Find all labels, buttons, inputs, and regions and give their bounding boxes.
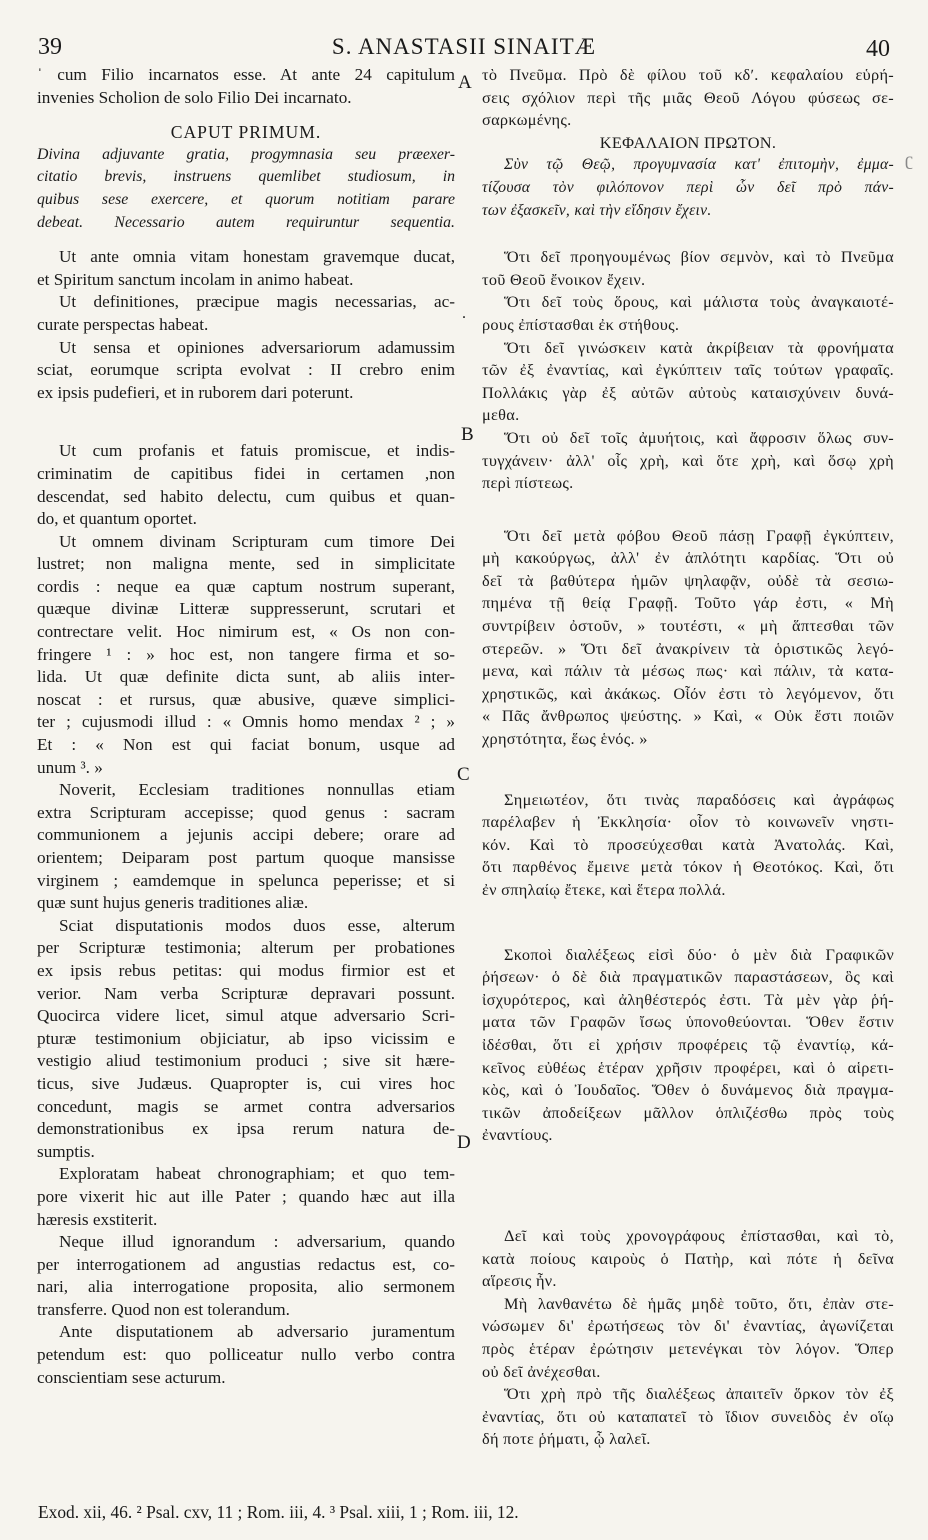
text-line: αἵρεσις ἦν.: [482, 1271, 557, 1291]
latin-paragraph-6: [37, 779, 455, 915]
margin-stain: ʗ: [905, 149, 913, 169]
text-line: τὸ Πνεῦμα. Πρὸ δὲ φίλου τοῦ κδʹ. κεφαλαίου εὑρή-: [482, 65, 894, 84]
text-line: fringere ¹ : » hoc est, non tangere firma et so-: [37, 644, 455, 664]
text-line: Ut sensa et opiniones adversariorum adamussim: [59, 337, 455, 357]
text-line: quæque divinæ Litteræ suppresserunt, scrutari et: [37, 599, 455, 619]
text-line: Ut ante omnia vitam honestam gravemque ducat,: [59, 247, 455, 267]
greek-paragraph-3: [482, 337, 894, 427]
footnotes: Exod. xii, 46. ² Psal. cxv, 11 ; Rom. iii, 4. ³ Psal. xiii, 1 ; Rom. iii, 12.: [38, 1502, 519, 1522]
text-line: per Scripturæ testimonia; alterum per probationes: [37, 938, 455, 958]
text-line: descendat, sed habito delectu, cum quibus et quan-: [37, 486, 455, 506]
text-line: μενα, καὶ πάλιν τὰ μέσως πως· καὶ πάλιν, τὰ κατα-: [482, 661, 894, 681]
running-title: S. ANASTASII SINAITÆ: [331, 34, 597, 59]
text-line: orientem; Deiparam post partum quoque mansisse: [37, 848, 455, 867]
text-line: χρηστικῶς, καὶ ἀκάκως. Οἷόν ἐστι τὸ λεγόμενον, ὅτι: [482, 683, 894, 703]
text-line: quibus sese exercere, et quorum notitiam parare: [37, 190, 455, 208]
text-line: lustret; non maligna mente, sed in simplicitate: [37, 554, 455, 574]
text-line: Divina adjuvante gratia, progymnasia seu præexer-: [37, 145, 455, 163]
text-line: nari, alia interrogatione proposita, alio sermonem: [37, 1277, 455, 1297]
text-line: cordis : neque ea quæ captum nostrum superant,: [37, 576, 455, 596]
text-line: δεῖ τὰ βαθύτερα ἡμῶν ψηλαφᾷν, οὐδὲ τὰ σεσιω-: [482, 570, 894, 590]
text-line: verior. Nam verba Scripturæ depravari possunt.: [37, 983, 455, 1003]
text-line: ὅτι παρθένος ἔμεινε μετὰ τόκον ἡ Θεοτόκος. Καὶ, ὅτι: [482, 857, 894, 877]
text-line: vestigio aliud testimonium produci ; sive sit hære-: [37, 1051, 455, 1071]
text-line: Ut definitiones, præcipue magis necessarias, ac-: [59, 292, 455, 312]
latin-paragraph-4: [37, 440, 455, 530]
text-line: Ὅτι δεῖ τοὺς ὅρους, καὶ μάλιστα τοὺς ἀναγκαιοτέ-: [504, 292, 894, 312]
latin-heading: [37, 121, 455, 144]
text-line: conscientiam sese acturum.: [37, 1367, 226, 1387]
text-line: ˈ cum Filio incarnatos esse. At ante 24 capitulum: [37, 65, 455, 84]
text-line: Ut omnem divinam Scripturam cum timore Dei: [59, 531, 455, 551]
latin-paragraph-8: [37, 1163, 455, 1231]
text-line: Neque illud ignorandum : adversarium, quando: [59, 1232, 455, 1252]
margin-marker-b: B: [461, 424, 474, 445]
text-line: lida. Ut quæ definite dicta sunt, ab aliis inter-: [37, 667, 455, 687]
text-line: κόν. Καὶ τὸ προσεύχεσθαι κατὰ Ἀνατολάς. Καὶ,: [482, 834, 894, 854]
latin-paragraph-10: [37, 1321, 455, 1389]
page-number-right: 40: [866, 36, 890, 62]
text-line: curate perspectas habeat.: [37, 314, 209, 334]
text-line: Ut cum profanis et fatuis promiscue, et indis-: [59, 441, 455, 461]
text-line: invenies Scholion de solo Filio Dei incarnato.: [37, 87, 352, 107]
text-line: Πολλάκις γὰρ ἐξ αὐτῶν αὐτοὺς καταισχύνειν δυνά-: [482, 382, 894, 402]
text-line: χρηστότητα, ἕως ἑνός. »: [482, 729, 648, 749]
text-line: sumptis.: [37, 1141, 95, 1161]
text-line: quæ sunt hujus generis traditiones aliæ.: [37, 893, 309, 913]
text-line: πημένα τῇ θείᾳ Γραφῇ. Τοῦτο γάρ ἐστι, « Μὴ: [482, 593, 894, 613]
text-line: πρὸς ἑτέραν ἐρώτησιν μετενέγκαι τὸν λόγον. Ὅπερ: [482, 1338, 894, 1358]
text-line: ticus, sive Judæus. Quapropter is, cui vires hoc: [37, 1073, 455, 1093]
text-line: μεθα.: [482, 405, 520, 425]
text-line: παρέλαβεν ἡ Ἐκκλησία· οἷον τὸ κοινωνεῖν νηστι-: [482, 812, 894, 832]
latin-summary: [37, 144, 455, 234]
text-line: demonstrationibus ex ipsa rerum natura de-: [37, 1119, 455, 1139]
text-line: κεῖνος εὐθέως ἑτέραν χρῆσιν προφέρει, καὶ ὁ αἱρετι-: [482, 1057, 894, 1077]
text-line: δή ποτε ῥήματι, ᾧ λαλεῖ.: [482, 1429, 651, 1449]
text-line: Ὅτι οὐ δεῖ τοῖς ἀμυήτοις, καὶ ἄφροσιν ὅλως συν-: [504, 427, 894, 447]
latin-paragraph-3: [37, 337, 455, 405]
text-line: μὴ κακούργως, ἀλλ' ἐν ἁπλότητι καρδίας. Ὅτι οὐ: [482, 548, 894, 568]
chapter-heading: CAPUT PRIMUM.: [170, 122, 322, 143]
text-line: ματα τῶν Γραφῶν ἴσως ὑπονοθεύονται. Ὅθεν ἔστιν: [482, 1012, 894, 1032]
text-line: debeat. Necessario autem requiruntur sequentia.: [37, 213, 455, 231]
text-line: των ἐξασκεῖν, καὶ τὴν εἴδησιν ἔχειν.: [482, 201, 712, 219]
text-line: Μὴ λανθανέτω δὲ ἡμᾶς μηδὲ τοῦτο, ὅτι, ἐπὰν στε-: [504, 1293, 894, 1313]
text-line: extra Scripturam accepisse; quod genus : sacram: [37, 802, 455, 822]
latin-paragraph-2: [37, 291, 455, 336]
text-line: « Πᾶς ἄνθρωπος ψεύστης. » Καὶ, « Οὐκ ἔστι ποιῶν: [482, 706, 894, 726]
margin-marker-d: D: [457, 1132, 471, 1153]
latin-paragraph-5: [37, 531, 455, 780]
text-line: οὐ δεῖ ἀνέχεσθαι.: [482, 1361, 601, 1381]
latin-paragraph-9: [37, 1231, 455, 1321]
latin-column: [37, 64, 455, 1389]
text-line: sciat, eorumque scripta evolvat : II crebro enim: [37, 360, 455, 380]
text-line: ἰσχυρότερος, καὶ ἀληθέστερός ἐστι. Τὰ μὲν γὰρ ῥή-: [482, 989, 894, 1009]
text-line: ter ; cujusmodi illud : « Omnis homo mendax ² ; »: [37, 712, 455, 732]
text-line: τίζουσα τὸν φιλόπονον περὶ ὧν δεῖ πρὸ πάν-: [482, 178, 894, 196]
text-line: pore vixerit hic aut ille Pater ; quando hæc aut illa: [37, 1186, 455, 1206]
page-number-left: 39: [38, 34, 62, 60]
text-line: κὸς, καὶ ὁ Ἰουδαῖος. Ὅθεν ὁ δυνάμενος διὰ πραγμα-: [482, 1080, 894, 1100]
text-line: ex ipsis rebus petitas: qui modus firmior est et: [37, 960, 455, 980]
text-line: ἐν σπηλαίῳ ἔτεκε, καὶ ἕτερα πολλά.: [482, 880, 726, 899]
text-line: unum ³. »: [37, 757, 103, 777]
greek-intro: [482, 64, 894, 132]
text-line: communionem a jejunis accipi debere; orare ad: [37, 825, 455, 845]
greek-paragraph-10: [482, 1383, 894, 1451]
text-line: Et : « Non est qui faciat bonum, usque ad: [37, 735, 455, 755]
text-line: σεις σχόλιον περὶ τῆς μιᾶς Θεοῦ Λόγου φύσεως σε-: [482, 87, 894, 107]
text-line: Ὅτι χρὴ πρὸ τῆς διαλέξεως ἀπαιτεῖν ὅρκον τὸν ἐξ: [504, 1384, 894, 1404]
text-line: criminatim de capitibus fidei in certamen ,non: [37, 463, 455, 483]
text-line: ἰδέσθαι, ὅτι εἰ χρήσιν προφέρεις τῷ ἐναντίῳ, κά-: [482, 1034, 894, 1054]
greek-paragraph-9: [482, 1293, 894, 1383]
greek-paragraph-5: [482, 525, 894, 751]
text-line: Sciat disputationis modos duos esse, alterum: [59, 915, 455, 935]
text-line: κατὰ ποίους καιροὺς ὁ Πατὴρ, καὶ πότε ἡ δεῖνα: [482, 1248, 894, 1268]
margin-marker-c: C: [457, 764, 470, 785]
text-line: περὶ πίστεως.: [482, 473, 574, 493]
text-line: τοῦ Θεοῦ ἔνοικον ἔχειν.: [482, 269, 646, 289]
latin-intro: [37, 64, 455, 109]
chapter-heading: ΚΕΦΑΛΑΙΟΝ ΠΡΩΤΟΝ.: [599, 132, 777, 152]
text-line: ἐναντίας, ὅτι οὐ καταπατεῖ τὸ ἴδιον συνειδὸς ἐν οἵῳ: [482, 1406, 894, 1426]
greek-column: [482, 64, 894, 1451]
text-line: Δεῖ καὶ τοὺς χρονογράφους ἐπίστασθαι, καὶ τὸ,: [504, 1225, 894, 1245]
latin-paragraph-7: [37, 915, 455, 1164]
greek-paragraph-1: [482, 246, 894, 291]
text-line: transferre. Quod non est tolerandum.: [37, 1299, 290, 1319]
text-line: hæresis exstiterit.: [37, 1209, 158, 1229]
text-line: συντρίβειν ὀστοῦν, » τουτέστι, « μὴ ἅπτεσθαι τῶν: [482, 616, 894, 636]
text-line: τῶν ἐξ ἐναντίας, καὶ ἐγκύπτειν ταῖς τούτων γραφαῖς.: [482, 360, 894, 380]
text-line: do, et quantum oportet.: [37, 509, 197, 529]
page-header: [0, 34, 928, 68]
greek-paragraph-8: [482, 1225, 894, 1293]
text-line: τικῶν ἀποδείξεων μᾶλλον ὁπλιζέσθω πρὸς τοὺς: [482, 1102, 894, 1122]
text-line: virginem ; eamdemque in spelunca peperisse; et si: [37, 870, 455, 890]
text-line: Noverit, Ecclesiam traditiones nonnullas etiam: [59, 780, 455, 800]
text-line: Ὅτι δεῖ μετὰ φόβου Θεοῦ πάσῃ Γραφῇ ἐγκύπτειν,: [504, 525, 894, 545]
text-line: noscat : et rursus, quæ abusive, quæve simplici-: [37, 689, 455, 709]
text-line: Σημειωτέον, ὅτι τινὰς παραδόσεις καὶ ἀγράφως: [504, 789, 894, 809]
text-line: στερεῶν. » Ὅτι δεῖ ἀνακρίνειν τὰ ὁριστικῶς λεγό-: [482, 638, 894, 658]
text-line: petendum est: quo polliceatur nullo verbo contra: [37, 1345, 455, 1365]
greek-paragraph-6: [482, 789, 894, 902]
text-line: ἐναντίους.: [482, 1125, 553, 1145]
text-line: et Spiritum sanctum incolam in animo habeat.: [37, 269, 354, 289]
greek-paragraph-2: [482, 291, 894, 336]
text-line: Ante disputationem ab adversario juramentum: [59, 1322, 455, 1342]
text-line: contrectare velit. Hoc nimirum est, « Os non con-: [37, 622, 455, 642]
text-line: Ὅτι δεῖ γινώσκειν κατὰ ἀκρίβειαν τὰ φρονήματα: [504, 337, 894, 357]
text-line: νώσωμεν δι' ἐρωτήσεως τὸν δι' ἐναντίας, ἀγωνίζεται: [482, 1316, 894, 1336]
text-line: Σὺν τῷ Θεῷ, προγυμνασία κατ' ἐπιτομὴν, ἐμμα-: [504, 156, 894, 174]
latin-paragraph-1: [37, 246, 455, 291]
greek-paragraph-4: [482, 427, 894, 495]
text-line: ῥήσεων· ὁ δὲ διὰ πραγματικῶν παραστάσεων, ὃς καὶ: [482, 967, 894, 987]
greek-heading: [482, 132, 894, 155]
text-line: pturæ testimonium objiciatur, ab ipso vicissim e: [37, 1028, 455, 1048]
greek-summary: [482, 154, 894, 222]
text-line: Σκοποὶ διαλέξεως εἰσὶ δύο· ὁ μὲν διὰ Γραφικῶν: [504, 944, 894, 964]
text-line: Exploratam habeat chronographiam; et quo tem-: [59, 1164, 455, 1184]
text-line: Ὅτι δεῖ προηγουμένως βίον σεμνὸν, καὶ τὸ Πνεῦμα: [504, 247, 894, 267]
margin-tick: .: [462, 305, 466, 322]
margin-marker-a: A: [458, 72, 472, 93]
text-line: ρους ἐπίστασθαι ἐκ στήθους.: [482, 314, 680, 334]
text-line: τυγχάνειν· ἀλλ' οἷς χρὴ, καὶ ὅτε χρὴ, καὶ ὅσῳ χρὴ: [482, 450, 894, 470]
text-line: concedunt, magis se armet contra adversarios: [37, 1096, 455, 1116]
greek-paragraph-7: [482, 944, 894, 1147]
text-line: σαρκωμένης.: [482, 110, 572, 130]
text-line: per interrogationem ad angustias redactus est, co-: [37, 1254, 455, 1274]
text-line: citatio brevis, instruens quemlibet studiosum, in: [37, 168, 455, 186]
text-line: ex ipsis pudefieri, et in ruborem dari poterunt.: [37, 382, 354, 402]
text-line: Quocirca videre licet, simul atque adversario Scri-: [37, 1006, 455, 1026]
